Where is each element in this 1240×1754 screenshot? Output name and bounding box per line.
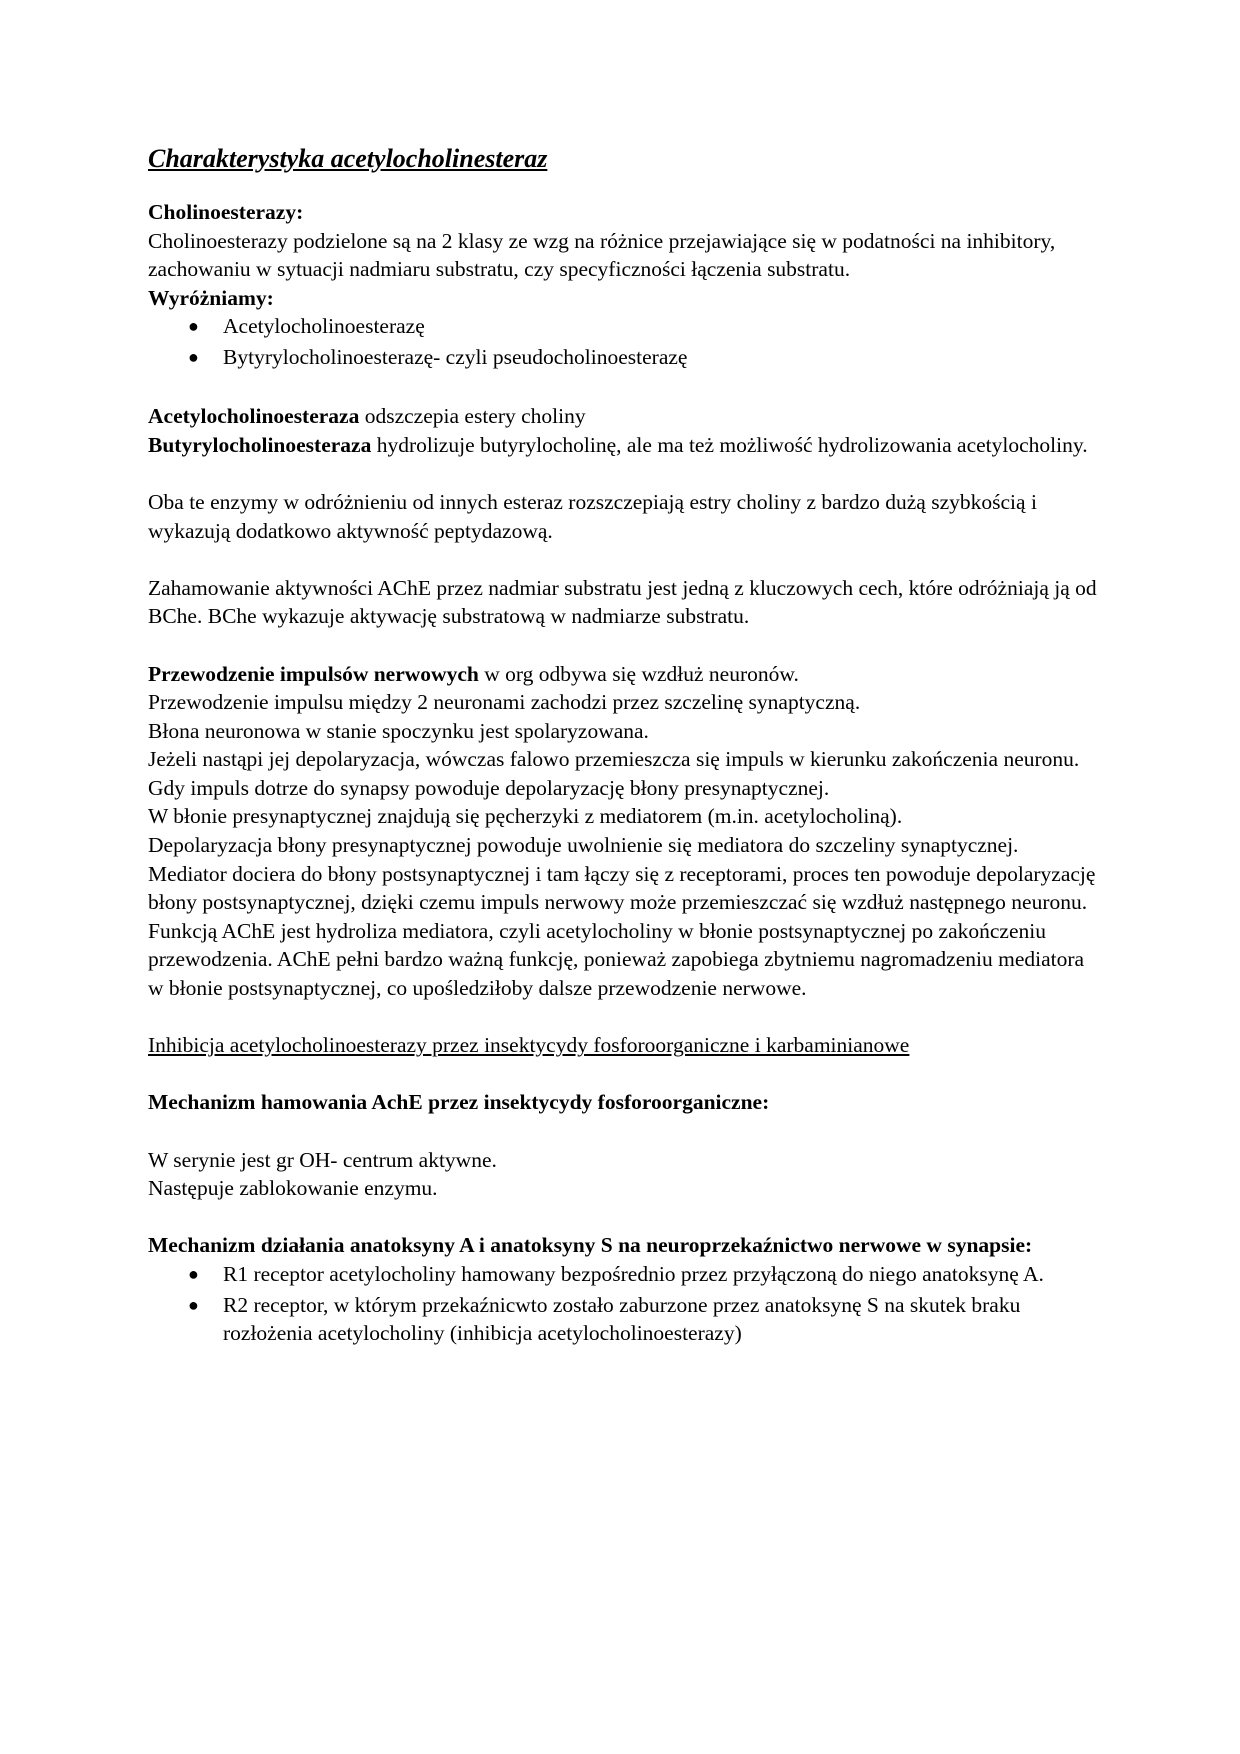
mechanism-line: W serynie jest gr OH- centrum aktywne. bbox=[148, 1147, 497, 1172]
spacer bbox=[148, 1060, 1098, 1089]
list-item-text: R1 receptor acetylocholiny hamowany bezpośrednio przez przyłączoną do niego anatoksynę A. bbox=[223, 1261, 1044, 1286]
anatoxin-list bbox=[148, 1260, 1098, 1348]
conduction-intro bbox=[148, 660, 1098, 689]
bche-definition bbox=[148, 431, 1098, 460]
spacer bbox=[148, 1203, 1098, 1232]
conduction-line: W błonie presynaptycznej znajdują się pęcherzyki z mediatorem (m.in. acetylocholiną). bbox=[148, 804, 903, 829]
cholinesterases-heading: Cholinoesterazy: bbox=[148, 200, 304, 224]
list-item bbox=[148, 1260, 1098, 1289]
bullet-icon: ● bbox=[188, 316, 199, 337]
list-item-text: R2 receptor, w którym przekaźnicwto zostało zaburzone przez anatoksynę S na skutek braku rozłożenia acetylocholiny (inhibicja acetylocholinoesterazy) bbox=[223, 1292, 1021, 1346]
spacer bbox=[148, 545, 1098, 574]
conduction-line: Gdy impuls dotrze do synapsy powoduje depolaryzację błony presynaptycznej. bbox=[148, 775, 830, 800]
list-item-text: Acetylocholinoesterazę bbox=[223, 314, 425, 339]
conduction-line: Błona neuronowa w stanie spoczynku jest spolaryzowana. bbox=[148, 718, 649, 743]
conduction-lead: w org odbywa się wzdłuż neuronów. bbox=[478, 661, 799, 686]
document-title: Charakterystyka acetylocholinesteraz bbox=[148, 144, 548, 173]
bullet-icon: ● bbox=[188, 1294, 199, 1315]
bche-term: Butyrylocholinoesteraza bbox=[148, 432, 372, 457]
ache-definition bbox=[148, 402, 1098, 431]
anatoxin-heading: Mechanizm działania anatoksyny A i anatoksyny S na neuroprzekaźnictwo nerwowe w synapsie: bbox=[148, 1233, 1033, 1258]
spacer bbox=[148, 631, 1098, 660]
spacer bbox=[148, 1117, 1098, 1146]
conduction-line: Depolaryzacja błony presynaptycznej powoduje uwolnienie się mediatora do szczeliny synaptycznej. bbox=[148, 833, 1019, 858]
inhibition-paragraph: Zahamowanie aktywności AChE przez nadmiar substratu jest jedną z kluczowych cech, które odróżniają ją od BChe. BChe wykazuje aktywację substratową w nadmiarze substratu. bbox=[148, 575, 1097, 629]
list-item bbox=[148, 312, 1098, 341]
conduction-line: Funkcją AChE jest hydroliza mediatora, czyli acetylocholiny w błonie postsynaptycznej po zakończeniu przewodzenia. AChE pełni bardzo ważną funkcję, ponieważ zapobiega zbytniemu nagromadzeniu mediatora w błonie postsynaptycznej, co upośledziłoby dalsze przewodzenie nerwowe. bbox=[148, 918, 1085, 1001]
list-item bbox=[148, 1291, 1098, 1348]
list-item-text: Bytyrylocholinoesterazę- czyli pseudocholinoesterazę bbox=[223, 344, 688, 369]
conduction-line: Mediator dociera do błony postsynaptycznej i tam łączy się z receptorami, proces ten powoduje depolaryzację błony postsynaptycznej, dzięki czemu impuls nerwowy może przemieszczać się wzdłuż następnego neuronu. bbox=[148, 861, 1096, 915]
list-item bbox=[148, 343, 1098, 372]
enzymes-paragraph: Oba te enzymy w odróżnieniu od innych esteraz rozszczepiają estry choliny z bardzo dużą szybkością i wykazują dodatkowo aktywność peptydazową. bbox=[148, 489, 1037, 543]
mechanism-heading: Mechanizm hamowania AchE przez insektycydy fosforoorganiczne: bbox=[148, 1090, 770, 1115]
types-list bbox=[148, 312, 1098, 371]
types-heading: Wyróżniamy: bbox=[148, 285, 274, 310]
conduction-line: Przewodzenie impulsu między 2 neuronami zachodzi przez szczelinę synaptyczną. bbox=[148, 690, 861, 715]
spacer bbox=[148, 459, 1098, 488]
document-page bbox=[148, 142, 1098, 1350]
ache-term: Acetylocholinoesteraza bbox=[148, 404, 360, 429]
cholinesterases-text: Cholinoesterazy podzielone są na 2 klasy ze wzg na różnice przejawiające się w podatności na inhibitory, zachowaniu w sytuacji nadmiaru substratu, czy specyficzności łączenia substratu. bbox=[148, 228, 1056, 282]
bche-desc: hydrolizuje butyrylocholinę, ale ma też możliwość hydrolizowania acetylocholiny. bbox=[371, 432, 1088, 457]
conduction-line: Jeżeli nastąpi jej depolaryzacja, wówczas falowo przemieszcza się impuls w kierunku zakończenia neuronu. bbox=[148, 747, 1080, 772]
ache-desc: odszczepia estery choliny bbox=[359, 404, 586, 429]
insecticide-inhibition-heading: Inhibicja acetylocholinoesterazy przez insektycydy fosforoorganiczne i karbaminianowe bbox=[148, 1033, 910, 1058]
bullet-icon: ● bbox=[188, 346, 199, 367]
mechanism-line: Następuje zablokowanie enzymu. bbox=[148, 1176, 438, 1201]
conduction-term: Przewodzenie impulsów nerwowych bbox=[148, 661, 479, 686]
bullet-icon: ● bbox=[188, 1263, 199, 1284]
spacer bbox=[148, 374, 1098, 403]
spacer bbox=[148, 1003, 1098, 1032]
